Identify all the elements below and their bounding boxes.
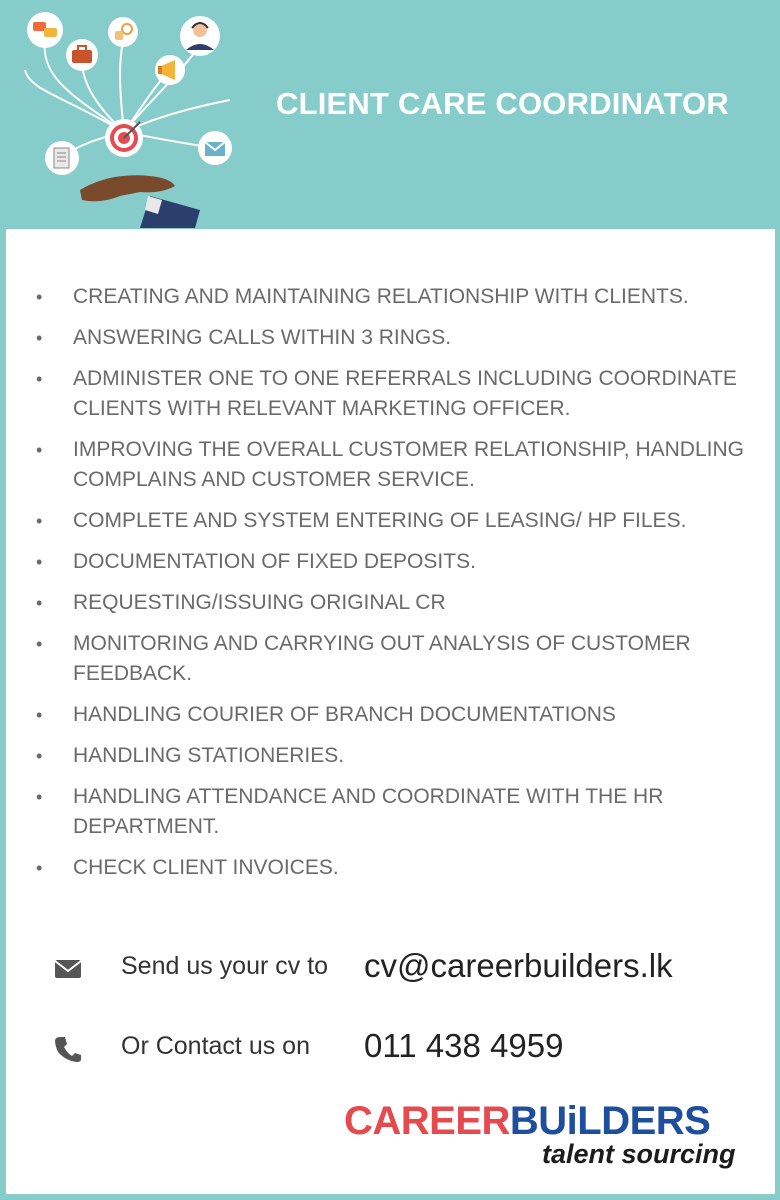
bullet-icon: • — [36, 369, 43, 389]
mail-icon — [198, 131, 232, 165]
bullet-icon: • — [36, 634, 43, 654]
list-item — [6, 323, 775, 353]
megaphone-icon — [155, 55, 185, 85]
page-title: CLIENT CARE COORDINATOR — [276, 86, 729, 121]
duty-text: CREATING AND MAINTAINING RELATIONSHIP WITH CLIENTS. — [73, 285, 689, 308]
phone-number[interactable]: 011 438 4959 — [364, 1027, 564, 1064]
content-card — [6, 229, 775, 1194]
network-illustration — [0, 0, 270, 228]
briefcase-icon — [66, 39, 98, 71]
list-item — [6, 853, 775, 883]
bullet-icon: • — [36, 787, 43, 807]
duty-text: ADMINISTER ONE TO ONE REFERRALS INCLUDING COORDINATE CLIENTS WITH RELEVANT MARKETING OFFICER. — [73, 367, 737, 420]
list-item — [6, 547, 775, 577]
email-contact-row — [6, 944, 775, 994]
logo-brand-part1: CAREER — [344, 1099, 510, 1143]
logo-wordmark — [344, 1099, 710, 1144]
email-link[interactable]: cv@careerbuilders.lk — [364, 947, 673, 984]
header — [0, 0, 780, 228]
list-item — [6, 435, 775, 495]
list-item — [6, 282, 775, 312]
duty-text: MONITORING AND CARRYING OUT ANALYSIS OF CUSTOMER FEEDBACK. — [73, 632, 691, 685]
duty-text: DOCUMENTATION OF FIXED DEPOSITS. — [73, 550, 476, 573]
list-item — [6, 782, 775, 842]
bullet-icon: • — [36, 328, 43, 348]
duty-text: ANSWERING CALLS WITHIN 3 RINGS. — [73, 326, 452, 349]
logo-tagline: talent sourcing — [542, 1139, 736, 1169]
list-item — [6, 588, 775, 618]
bullet-icon: • — [36, 746, 43, 766]
duty-text: HANDLING COURIER OF BRANCH DOCUMENTATIONS — [73, 703, 616, 726]
support-agent-icon — [180, 16, 220, 56]
duty-text: IMPROVING THE OVERALL CUSTOMER RELATIONSHIP, HANDLING COMPLAINS AND CUSTOMER SERVICE. — [73, 438, 744, 491]
phone-contact-row — [6, 1024, 775, 1074]
bullet-icon: • — [36, 511, 43, 531]
logo-brand-part2: BUiLDERS — [509, 1099, 711, 1143]
duty-text: COMPLETE AND SYSTEM ENTERING OF LEASING/ HP FILES. — [73, 509, 687, 532]
list-item — [6, 700, 775, 730]
bullet-icon: • — [36, 593, 43, 613]
phone-icon — [52, 1034, 84, 1064]
bullet-icon: • — [36, 705, 43, 725]
target-icon — [105, 119, 143, 157]
chat-icon — [27, 12, 63, 48]
duty-text: HANDLING ATTENDANCE AND COORDINATE WITH THE HR DEPARTMENT. — [73, 785, 664, 838]
duty-text: HANDLING STATIONERIES. — [73, 744, 345, 767]
list-item — [6, 364, 775, 424]
envelope-icon — [52, 954, 84, 984]
duty-text: REQUESTING/ISSUING ORIGINAL CR — [73, 591, 446, 614]
list-item — [6, 741, 775, 771]
email-label: Send us your cv to — [121, 952, 329, 980]
phone-label: Or Contact us on — [121, 1032, 310, 1060]
bullet-icon: • — [36, 552, 43, 572]
hand-icon — [80, 175, 200, 228]
bullet-icon: • — [36, 440, 43, 460]
bullet-icon: • — [36, 858, 43, 878]
hand-ok-icon — [108, 17, 138, 47]
document-icon — [45, 141, 79, 175]
duties-list — [6, 282, 775, 894]
duty-text: CHECK CLIENT INVOICES. — [73, 856, 339, 879]
bullet-icon: • — [36, 287, 43, 307]
list-item — [6, 629, 775, 689]
list-item — [6, 506, 775, 536]
careerbuilders-logo — [344, 1099, 744, 1189]
